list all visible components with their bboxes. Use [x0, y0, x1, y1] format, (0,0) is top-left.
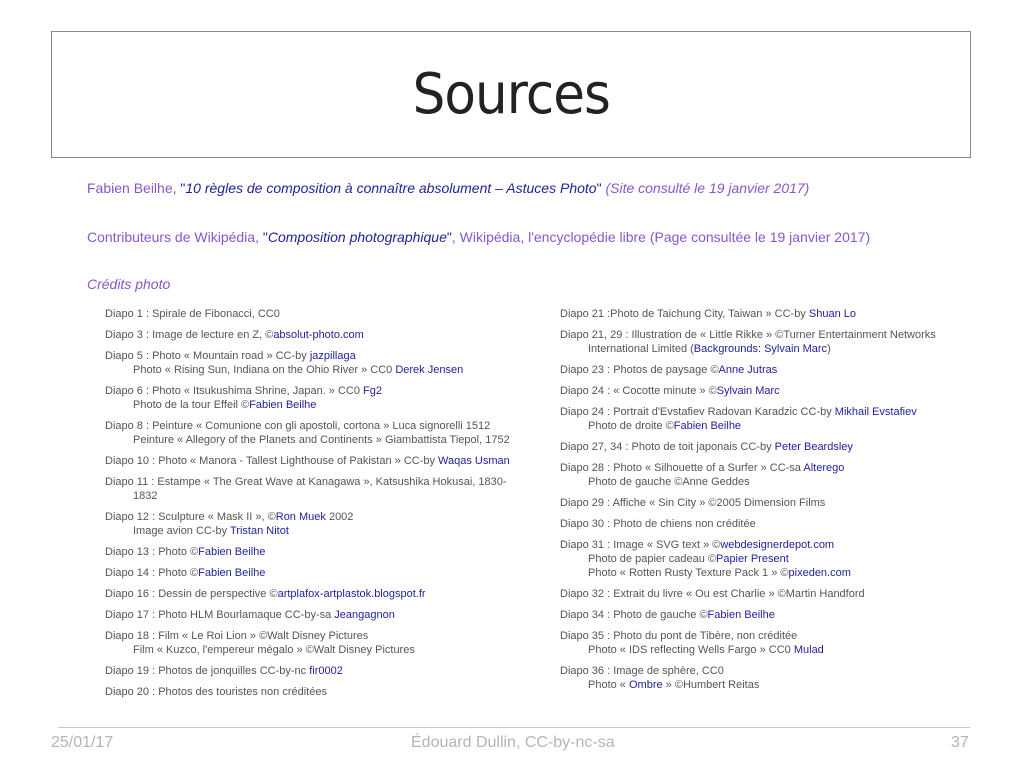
credit-entry: [560, 496, 980, 510]
credits-heading: Crédits photo: [87, 276, 171, 292]
credit-line: [105, 475, 545, 489]
credit-line: [560, 384, 980, 398]
credit-subline: [560, 342, 980, 356]
credit-link[interactable]: Fabien Beilhe: [707, 609, 775, 621]
credit-text: Diapo 17 : Photo HLM Bourlamaque CC-by-sa: [105, 609, 335, 621]
credit-link[interactable]: Sylvain Marc: [716, 385, 780, 397]
credit-line: [105, 629, 545, 643]
credit-line: [105, 510, 545, 524]
reference-author: Fabien Beilhe,: [87, 180, 181, 196]
credit-text: Diapo 18 : Film « Le Roi Lion » ©Walt Disney Pictures: [105, 630, 369, 642]
footer-divider: [58, 727, 970, 728]
credit-text: Diapo 35 : Photo du pont de Tibère, non créditée: [560, 630, 798, 642]
credit-line: [105, 454, 545, 468]
credit-line: [105, 419, 545, 433]
credit-text: Diapo 1 : Spirale de Fibonacci, CC0: [105, 308, 280, 320]
credit-link[interactable]: Alterego: [803, 462, 845, 474]
credit-subline: [560, 419, 980, 433]
credit-line: [105, 307, 545, 321]
credit-link[interactable]: Mulad: [793, 644, 824, 656]
credit-line: [560, 461, 980, 475]
reference-wikipedia: [87, 229, 870, 245]
credit-text: Photo de la tour Effeil ©: [133, 399, 250, 411]
credit-link[interactable]: pixeden.com: [788, 567, 851, 579]
credit-text: Diapo 13 : Photo ©: [105, 546, 199, 558]
credit-link[interactable]: Shuan Lo: [808, 308, 856, 320]
credit-entry: [105, 384, 545, 412]
credit-entry: [560, 629, 980, 657]
credit-line: [105, 545, 545, 559]
credit-link[interactable]: Waqas Usman: [438, 455, 510, 467]
credit-entry: [560, 363, 980, 377]
credit-entry: [105, 328, 545, 342]
credit-text: Diapo 5 : Photo « Mountain road » CC-by: [105, 350, 310, 362]
credit-line: [105, 349, 545, 363]
credit-link[interactable]: Fabien Beilhe: [198, 567, 266, 579]
credit-text: International Limited (: [588, 343, 694, 355]
credit-link[interactable]: Fabien Beilhe: [249, 399, 317, 411]
credit-link[interactable]: Jeangagnon: [334, 609, 395, 621]
credit-text: Diapo 36 : Image de sphère, CC0: [560, 665, 724, 677]
footer-date: 25/01/17: [51, 734, 114, 751]
footer-author: Édouard Dullin, CC-by-nc-sa: [411, 734, 615, 751]
credit-text: Diapo 6 : Photo « Itsukushima Shrine, Japan. » CC0: [105, 385, 364, 397]
reference-note: (Site consulté le 19 janvier 2017): [601, 180, 810, 196]
credit-text: Diapo 8 : Peinture « Comunione con gli apostoli, cortona » Luca signorelli 1512: [105, 420, 491, 432]
credit-link[interactable]: Fabien Beilhe: [673, 420, 742, 432]
credit-line: [560, 587, 980, 601]
reference-title-link[interactable]: Composition photographique: [267, 229, 447, 245]
credit-entry: [560, 608, 980, 622]
credit-entry: [560, 587, 980, 601]
credit-text: 2002: [325, 511, 354, 523]
reference-author: Contributeurs de Wikipédia,: [87, 229, 263, 245]
credit-entry: [560, 664, 980, 692]
credit-subline: [560, 678, 980, 692]
credit-link[interactable]: Ron Muek: [275, 511, 326, 523]
credit-entry: [560, 328, 980, 356]
credit-entry: [105, 664, 545, 678]
credit-entry: [105, 349, 545, 377]
credit-text: Diapo 21 :Photo de Taichung City, Taiwan » CC-by: [560, 308, 809, 320]
credit-line: [560, 363, 980, 377]
credit-line: [105, 587, 545, 601]
credit-line: [560, 629, 980, 643]
credit-subline: [105, 363, 545, 377]
credit-line: [105, 608, 545, 622]
credit-text: Diapo 10 : Photo « Manora - Tallest Lighthouse of Pakistan » CC-by: [105, 455, 439, 467]
credit-line: [105, 384, 545, 398]
credit-subline: [560, 566, 980, 580]
credit-subline: [560, 552, 980, 566]
credit-line: [105, 566, 545, 580]
credit-entry: [560, 384, 980, 398]
credit-entry: [560, 461, 980, 489]
credit-entry: [105, 545, 545, 559]
reference-beilhe: [87, 180, 809, 196]
credit-entry: [105, 566, 545, 580]
credit-line: [560, 496, 980, 510]
credits-column-left: [105, 307, 545, 706]
credit-text: Diapo 24 : Portrait d'Evstafiev Radovan Karadzic CC-by: [560, 406, 835, 418]
credit-subline: [105, 398, 545, 412]
credit-text: Photo de papier cadeau ©: [588, 553, 716, 565]
credit-text: Diapo 16 : Dessin de perspective ©: [105, 588, 278, 600]
credit-entry: [105, 608, 545, 622]
credit-link[interactable]: artplafox-artplastok.blogspot.fr: [277, 588, 426, 600]
credit-link[interactable]: webdesignerdepot.com: [720, 539, 835, 551]
credit-link[interactable]: Derek Jensen: [395, 364, 464, 376]
credit-text: Diapo 11 : Estampe « The Great Wave at Kanagawa », Katsushika Hokusai, 1830-: [105, 476, 507, 488]
credit-text: Image avion CC-by: [133, 525, 231, 537]
page-title: Sources: [412, 62, 610, 127]
credit-text: Photo « Rising Sun, Indiana on the Ohio River » CC0: [133, 364, 396, 376]
credit-entry: [105, 510, 545, 538]
credit-entry: [105, 685, 545, 699]
credit-entry: [105, 307, 545, 321]
footer-page-number: 37: [951, 734, 969, 751]
credit-entry: [105, 475, 545, 503]
credit-link[interactable]: jazpillaga: [309, 350, 356, 362]
reference-title-link[interactable]: 10 règles de composition à connaître absolument – Astuces Photo: [185, 180, 597, 196]
credit-entry: [560, 440, 980, 454]
credit-text: Photo de droite ©: [588, 420, 674, 432]
credit-entry: [560, 517, 980, 531]
credit-link[interactable]: Peter Beardsley: [774, 441, 853, 453]
credit-subline: [105, 489, 545, 503]
quote-mark: ": [446, 229, 452, 245]
credit-link[interactable]: absolut-photo.com: [273, 329, 364, 341]
credit-text: Diapo 24 : « Cocotte minute » ©: [560, 385, 717, 397]
credit-line: [560, 440, 980, 454]
credit-text: Diapo 14 : Photo ©: [105, 567, 199, 579]
reference-note: , Wikipédia, l'encyclopédie libre (Page consultée le 19 janvier 2017): [451, 229, 871, 245]
credit-link[interactable]: Fabien Beilhe: [198, 546, 266, 558]
credit-line: [560, 307, 980, 321]
credit-entry: [105, 587, 545, 601]
credit-line: [105, 328, 545, 342]
credit-link[interactable]: Ombre: [628, 679, 663, 691]
credit-text: Photo de gauche ©Anne Geddes: [588, 476, 750, 488]
credit-text: Photo « Rotten Rusty Texture Pack 1 » ©: [588, 567, 789, 579]
credit-link[interactable]: Mikhail Evstafiev: [834, 406, 917, 418]
credit-line: [105, 664, 545, 678]
credit-line: [560, 328, 980, 342]
quote-mark: ": [596, 180, 602, 196]
credit-entry: [105, 419, 545, 447]
credit-text: Diapo 21, 29 : Illustration de « Little Rikke » ©Turner Entertainment Networks: [560, 329, 936, 341]
credit-text: Diapo 12 : Sculpture « Mask II », ©: [105, 511, 276, 523]
credit-text: ): [827, 343, 831, 355]
credit-subline: [105, 643, 545, 657]
title-box: [51, 31, 971, 158]
credit-line: [560, 517, 980, 531]
credit-text: Diapo 30 : Photo de chiens non créditée: [560, 518, 756, 530]
credit-link[interactable]: fir0002: [309, 665, 343, 677]
credit-link[interactable]: Backgrounds: Sylvain Marc: [693, 343, 828, 355]
credit-link[interactable]: Fg2: [363, 385, 383, 397]
credit-line: [560, 608, 980, 622]
credit-text: Diapo 19 : Photos de jonquilles CC-by-nc: [105, 665, 310, 677]
credit-text: Diapo 34 : Photo de gauche ©: [560, 609, 708, 621]
credit-text: Diapo 29 : Affiche « Sin City » ©2005 Dimension Films: [560, 497, 826, 509]
credit-text: Peinture « Allegory of the Planets and Continents » Giambattista Tiepol, 1752: [133, 434, 510, 446]
credit-link[interactable]: Anne Jutras: [718, 364, 778, 376]
quote-mark: ": [180, 180, 186, 196]
credit-subline: [105, 524, 545, 538]
credit-text: Diapo 32 : Extrait du livre « Ou est Charlie » ©Martin Handford: [560, 588, 865, 600]
credit-text: Photo « IDS reflecting Wells Fargo » CC0: [588, 644, 794, 656]
credit-subline: [560, 643, 980, 657]
credits-column-right: [560, 307, 980, 699]
credit-entry: [105, 454, 545, 468]
credit-text: Diapo 31 : Image « SVG text » ©: [560, 539, 721, 551]
quote-mark: ": [262, 229, 268, 245]
credit-line: [560, 538, 980, 552]
credit-subline: [560, 475, 980, 489]
credit-text: Diapo 27, 34 : Photo de toit japonais CC-by: [560, 441, 775, 453]
credit-entry: [560, 405, 980, 433]
credit-text: » ©Humbert Reitas: [662, 679, 760, 691]
credit-entry: [560, 538, 980, 580]
credit-entry: [560, 307, 980, 321]
credit-text: Film « Kuzco, l'empereur mégalo » ©Walt Disney Pictures: [133, 644, 415, 656]
credit-link[interactable]: Papier Present: [715, 553, 789, 565]
credit-text: Photo «: [588, 679, 629, 691]
credit-line: [105, 685, 545, 699]
credit-link[interactable]: Tristan Nitot: [230, 525, 289, 537]
credit-line: [560, 405, 980, 419]
credit-text: Diapo 20 : Photos des touristes non créditées: [105, 686, 327, 698]
credit-text: Diapo 23 : Photos de paysage ©: [560, 364, 719, 376]
credit-subline: [105, 433, 545, 447]
credit-entry: [105, 629, 545, 657]
credit-text: Diapo 3 : Image de lecture en Z, ©: [105, 329, 274, 341]
credit-text: 1832: [133, 490, 158, 502]
credit-text: Diapo 28 : Photo « Silhouette of a Surfer » CC-sa: [560, 462, 804, 474]
credit-line: [560, 664, 980, 678]
